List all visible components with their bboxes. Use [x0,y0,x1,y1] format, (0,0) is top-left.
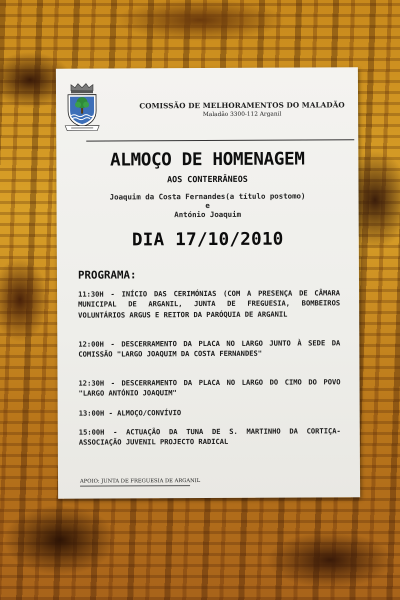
program-heading: PROGRAMA: [77,268,137,282]
support-underline [80,485,190,487]
honoree-1: Joaquim da Costa Fernandes(a título postomo) [109,191,306,202]
event-date: DIA 17/10/2010 [131,229,284,251]
event-poster [56,67,360,499]
municipal-coat-of-arms-icon [62,81,102,133]
program-item: 12:30H - DESCERRAMENTO DA PLACA NO LARGO DO CIMO DO POVO "LARGO ANTÓNIO JOAQUIM" [78,377,341,399]
program-item: 13:00H - ALMOÇO/CONVÍVIO [78,408,182,418]
organization-address: Maladão 3300-112 Arganil [202,111,282,119]
poster-subtitle: AOS CONTERRÂNEOS [167,173,248,185]
honoree-2: António Joaquim [174,209,242,220]
support-credit: APOIO: JUNTA DE FREGUESIA DE ARGANIL [80,478,201,485]
program-item: 11:30H - INÍCIO DAS CERIMÓNIAS (COM A PRESENÇA DE CÂMARA MUNICIPAL DE ARGANIL, JUNTA DE FREGUESIA, BOMBEIROS VOLUNTÁRIOS ARGUS E REITOR DA PARÓQUIA DE ARGANIL [78,288,341,320]
poster-title: ALMOÇO DE HOMENAGEM [110,149,305,171]
program-item: 15:00H - ACTUAÇÃO DA TUNA DE S. MARTINHO DA CORTIÇA-ASSOCIAÇÃO JUVENIL PROJECTO RADICAL [78,426,341,448]
program-item: 12:00H - DESCERRAMENTO DA PLACA NO LARGO JUNTO À SEDE DA COMISSÃO "LARGO JOAQUIM DA COSTA FERNANDES" [78,338,341,360]
honoree-conjunction: e [205,200,210,211]
header-divider [86,139,354,141]
organization-name: COMISSÃO DE MELHORAMENTOS DO MALADÃO [139,100,345,111]
